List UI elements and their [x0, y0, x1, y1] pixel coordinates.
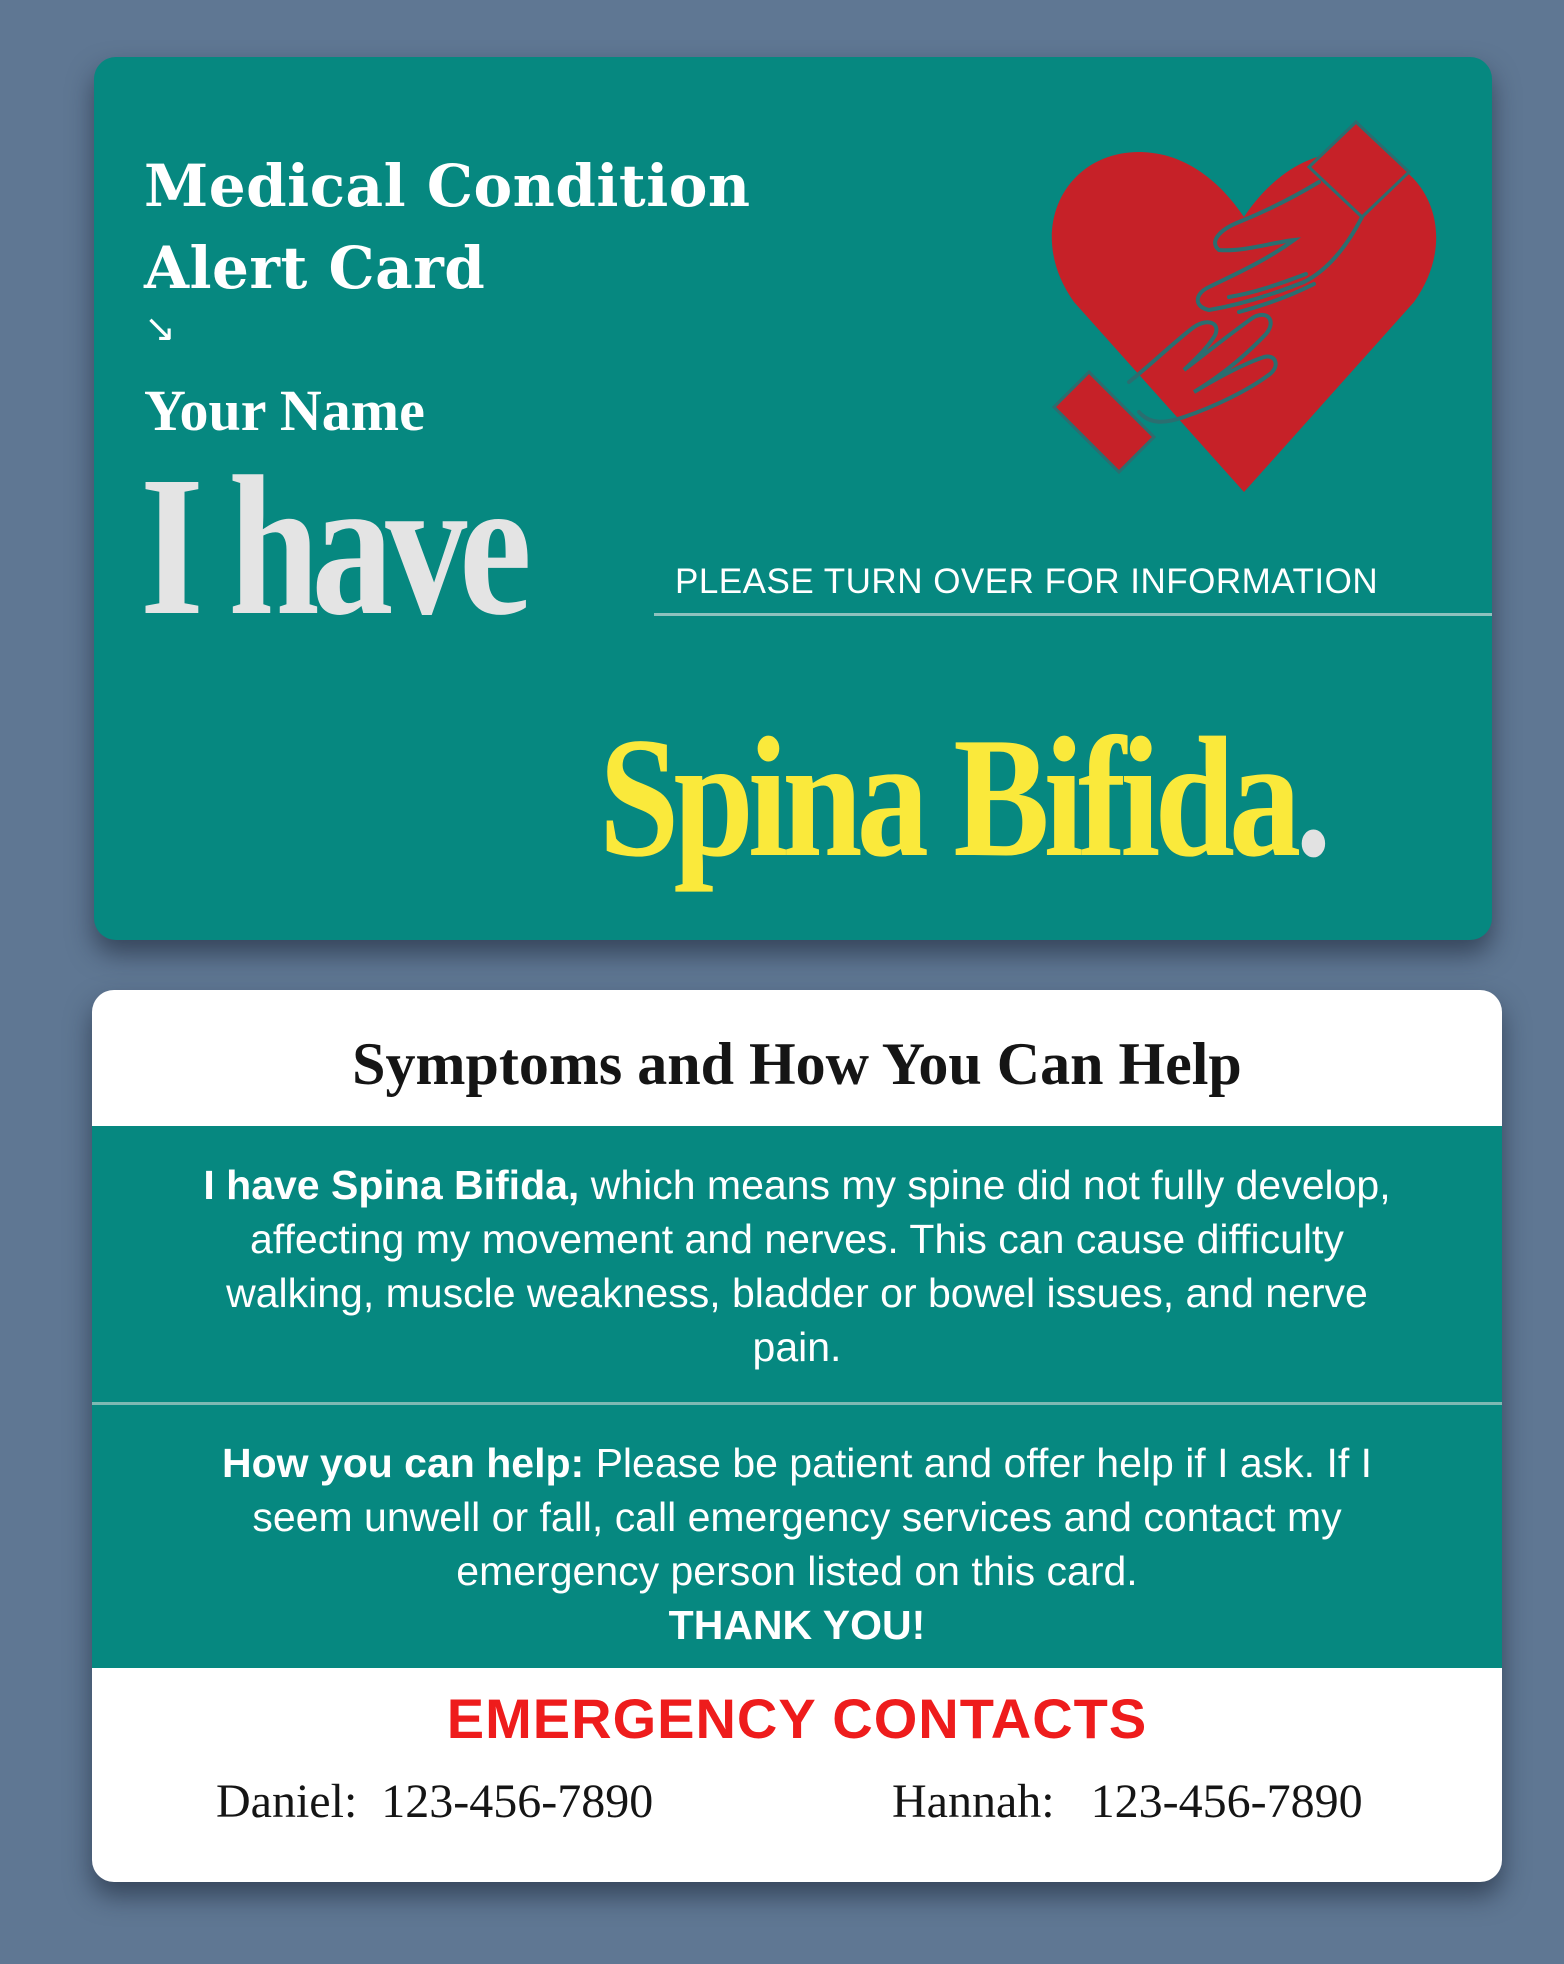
- thank-you: THANK YOU!: [668, 1602, 926, 1648]
- condition-heading: [599, 703, 1326, 893]
- heart-with-hands-icon: [1044, 112, 1444, 502]
- help-instructions: [202, 1436, 1392, 1652]
- card-title-line2: Alert Card: [144, 234, 486, 302]
- contact-name: Hannah:: [892, 1775, 1055, 1828]
- turn-over-notice: PLEASE TURN OVER FOR INFORMATION: [675, 562, 1379, 601]
- condition-description: [202, 1158, 1392, 1374]
- contact-name: Daniel:: [216, 1775, 358, 1828]
- emergency-contact: [892, 1774, 1363, 1829]
- description-text: which means my spine did not fully develop, affecting my movement and nerves. This can cause difficulty walking, muscle weakness, bladder or bowel issues, and nerve pain.: [226, 1162, 1391, 1370]
- description-lead: I have Spina Bifida,: [203, 1162, 580, 1208]
- arrow-down-right-icon: ↘: [144, 306, 176, 350]
- holder-name: Your Name: [144, 378, 425, 443]
- i-have-heading: I have: [140, 436, 524, 657]
- band-divider: [92, 1402, 1502, 1405]
- card-title: [144, 145, 751, 309]
- emergency-contact: [216, 1774, 653, 1829]
- card-title-line1: Medical Condition: [144, 152, 751, 220]
- emergency-contacts-title: EMERGENCY CONTACTS: [446, 1687, 1148, 1750]
- condition-dot: .: [1295, 703, 1326, 893]
- contact-phone: 123-456-7890: [1090, 1775, 1363, 1828]
- condition-name: Spina Bifida: [599, 703, 1296, 893]
- divider: [654, 613, 1492, 616]
- help-lead: How you can help:: [221, 1440, 585, 1486]
- contact-phone: 123-456-7890: [381, 1775, 654, 1828]
- card-back: [92, 990, 1502, 1882]
- help-text: Please be patient and offer help if I ask. If I seem unwell or fall, call emergency services and contact my emergency person listed on this card.: [252, 1440, 1373, 1594]
- back-heading: Symptoms and How You Can Help: [352, 1031, 1242, 1097]
- card-front: [94, 57, 1492, 940]
